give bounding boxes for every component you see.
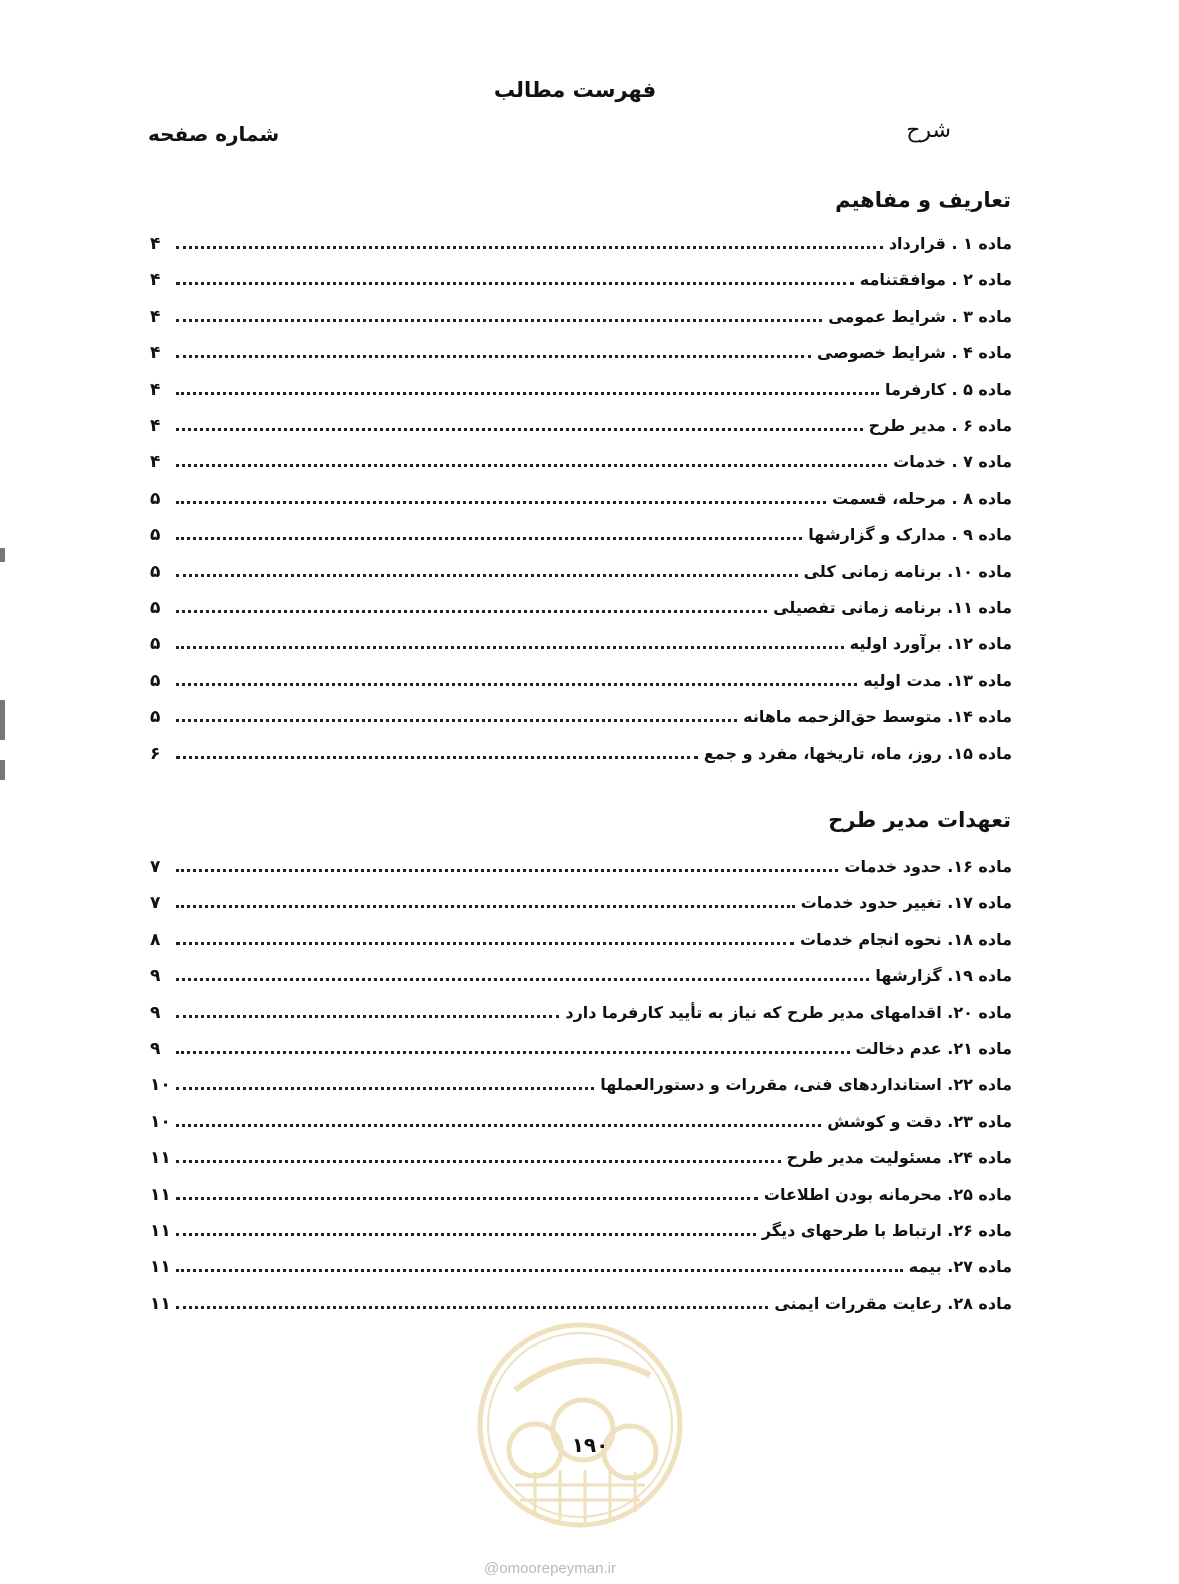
toc-entry[interactable]: [150, 480, 1012, 510]
toc-page-number: ۴: [150, 416, 161, 436]
toc-dot-leader: [176, 318, 822, 322]
toc-entry-title: ماده ۲۳. دقت و کوشش: [827, 1111, 1012, 1131]
toc-entry[interactable]: [150, 1103, 1012, 1133]
toc-entry-title: ماده ۱۱. برنامه زمانی تفصیلی: [773, 598, 1012, 617]
toc-entry-title: ماده ۲ . موافقتنامه: [859, 270, 1012, 290]
toc-page-number: ۵: [150, 598, 161, 618]
scan-margin-mark: [0, 548, 5, 562]
toc-entry[interactable]: [150, 921, 1012, 951]
toc-entry[interactable]: [150, 371, 1012, 401]
toc-entry[interactable]: [150, 1212, 1012, 1242]
toc-dot-leader: [176, 941, 794, 945]
toc-dot-leader: [176, 463, 887, 467]
toc-dot-leader: [176, 1014, 559, 1018]
toc-dot-leader: [176, 500, 826, 504]
watermark-url: @omoorepeyman.ir: [484, 1560, 616, 1577]
toc-dot-leader: [176, 1123, 821, 1127]
toc-page-number: ۵: [150, 634, 161, 655]
toc-entry-title: ماده ۲۸. رعایت مقررات ایمنی: [774, 1293, 1012, 1313]
toc-entry[interactable]: [150, 884, 1012, 914]
toc-entry[interactable]: [150, 553, 1012, 583]
toc-dot-leader: [176, 1268, 903, 1272]
toc-entry[interactable]: [150, 1139, 1012, 1169]
toc-page-number: ۱۱: [150, 1257, 171, 1278]
page-number: ۱۹۰: [571, 1433, 609, 1457]
toc-page-number: ۸: [150, 929, 161, 950]
toc-dot-leader: [176, 755, 698, 759]
toc-entry-title: ماده ۲۲. استانداردهای فنی، مقررات و دستورالعملها: [600, 1075, 1012, 1095]
scan-margin-mark: [0, 700, 5, 740]
toc-dot-leader: [176, 904, 795, 908]
toc-entry-title: ماده ۱۴. متوسط حق‌الزحمه ماهانه: [743, 707, 1012, 727]
toc-dot-leader: [176, 391, 879, 395]
toc-dot-leader: [176, 245, 883, 249]
toc-page-number: ۵: [150, 561, 161, 582]
toc-page-number: ۴: [150, 234, 161, 254]
toc-entry-title: ماده ۲۷. بیمه: [908, 1257, 1012, 1277]
toc-entry[interactable]: [150, 298, 1012, 328]
page-title: فهرست مطالب: [493, 78, 657, 102]
toc-dot-leader: [176, 645, 844, 649]
toc-entry-title: ماده ۱ . قرارداد: [888, 234, 1012, 253]
toc-entry[interactable]: [150, 1030, 1012, 1060]
toc-dot-leader: [176, 1086, 594, 1090]
toc-entry-title: ماده ۶ . مدیر طرح: [868, 416, 1012, 435]
toc-page-number: ۴: [150, 343, 161, 364]
toc-page-number: ۴: [150, 270, 161, 291]
toc-entry-title: ماده ۲۱. عدم دخالت: [855, 1039, 1012, 1058]
toc-entry[interactable]: [150, 1066, 1012, 1096]
toc-dot-leader: [176, 354, 811, 358]
toc-entry[interactable]: [150, 698, 1012, 728]
toc-dot-leader: [176, 536, 802, 540]
toc-entry-title: ماده ۱۳. مدت اولیه: [863, 670, 1012, 690]
toc-page-number: ۱۰: [150, 1111, 171, 1132]
toc-page-number: ۱۱: [150, 1221, 171, 1241]
toc-entry-title: ماده ۱۸. نحوه انجام خدمات: [800, 929, 1012, 949]
toc-dot-leader: [176, 682, 857, 686]
column-header-description: شرح: [906, 118, 951, 143]
toc-page-number: ۴: [150, 379, 161, 400]
toc-entry[interactable]: [150, 225, 1012, 255]
toc-entry[interactable]: [150, 662, 1012, 692]
toc-entry[interactable]: [150, 735, 1012, 765]
toc-page-number: ۵: [150, 488, 161, 509]
toc-entry[interactable]: [150, 1248, 1012, 1278]
toc-page-number: ۴: [150, 306, 161, 327]
toc-entry-title: ماده ۲۴. مسئولیت مدیر طرح: [786, 1148, 1012, 1168]
toc-page-number: ۹: [150, 1002, 161, 1023]
toc-page-number: ۱۰: [150, 1075, 171, 1096]
toc-dot-leader: [176, 609, 767, 613]
toc-page-number: ۷: [150, 893, 161, 914]
toc-dot-leader: [176, 281, 854, 285]
toc-entry-title: ماده ۳ . شرایط عمومی: [828, 306, 1012, 326]
toc-page-number: ۹: [150, 966, 161, 987]
toc-page-number: ۷: [150, 857, 161, 877]
toc-page-number: ۶: [150, 743, 161, 764]
toc-entry-title: ماده ۱۶. حدود خدمات: [844, 857, 1012, 876]
toc-dot-leader: [176, 977, 869, 981]
toc-entry[interactable]: [150, 407, 1012, 437]
toc-dot-leader: [176, 1232, 756, 1236]
toc-dot-leader: [176, 1196, 758, 1200]
toc-page-number: ۱۱: [150, 1293, 171, 1314]
toc-entry[interactable]: [150, 994, 1012, 1024]
toc-entry-title: ماده ۴ . شرایط خصوصی: [817, 343, 1012, 363]
column-header-page-number: شماره صفحه: [148, 122, 280, 146]
toc-entry[interactable]: [150, 516, 1012, 546]
toc-entry-title: ماده ۲۵. محرمانه بودن اطلاعات: [763, 1184, 1012, 1204]
toc-page-number: ۹: [150, 1039, 161, 1059]
toc-entry[interactable]: [150, 443, 1012, 473]
toc-entry[interactable]: [150, 625, 1012, 655]
toc-page-number: ۱۱: [150, 1148, 171, 1169]
toc-entry-title: ماده ۲۶. ارتباط با طرحهای دیگر: [761, 1221, 1012, 1240]
toc-page-number: ۴: [150, 452, 161, 473]
toc-dot-leader: [176, 868, 838, 872]
toc-entry-title: ماده ۲۰. اقدامهای مدیر طرح که نیاز به تأیید کارفرما دارد: [565, 1002, 1012, 1022]
toc-dot-leader: [176, 718, 737, 722]
section-title: تعاریف و مفاهیم: [835, 188, 1011, 212]
scan-margin-mark: [0, 760, 5, 780]
toc-entry-title: ماده ۷ . خدمات: [893, 452, 1012, 472]
toc-entry[interactable]: [150, 1285, 1012, 1315]
toc-page-number: ۵: [150, 525, 161, 546]
toc-page-number: ۱۱: [150, 1184, 171, 1205]
toc-page-number: ۵: [150, 670, 161, 691]
toc-entry-title: ماده ۵ . کارفرما: [885, 379, 1012, 399]
toc-entry[interactable]: [150, 589, 1012, 619]
toc-page-number: ۵: [150, 707, 161, 728]
toc-dot-leader: [176, 1305, 768, 1309]
toc-entry-title: ماده ۸ . مرحله، قسمت: [832, 488, 1012, 508]
toc-entry[interactable]: [150, 1176, 1012, 1206]
toc-entry-title: ماده ۱۷. تغییر حدود خدمات: [800, 893, 1012, 913]
toc-entry[interactable]: [150, 957, 1012, 987]
toc-dot-leader: [176, 1159, 781, 1163]
toc-entry-title: ماده ۱۵. روز، ماه، تاریخها، مفرد و جمع: [703, 743, 1012, 763]
watermark-seal-logo: [475, 1320, 685, 1530]
toc-entry-title: ماده ۹ . مدارک و گزارشها: [808, 525, 1012, 545]
toc-entry[interactable]: [150, 261, 1012, 291]
toc-entry-title: ماده ۱۰. برنامه زمانی کلی: [803, 561, 1012, 581]
section-title: تعهدات مدیر طرح: [828, 808, 1011, 832]
toc-dot-leader: [176, 427, 863, 431]
toc-entry-title: ماده ۱۲. برآورد اولیه: [849, 634, 1012, 654]
toc-dot-leader: [176, 1050, 850, 1054]
toc-entry-title: ماده ۱۹. گزارشها: [875, 966, 1012, 986]
toc-entry[interactable]: [150, 848, 1012, 878]
toc-dot-leader: [176, 573, 798, 577]
toc-entry[interactable]: [150, 334, 1012, 364]
